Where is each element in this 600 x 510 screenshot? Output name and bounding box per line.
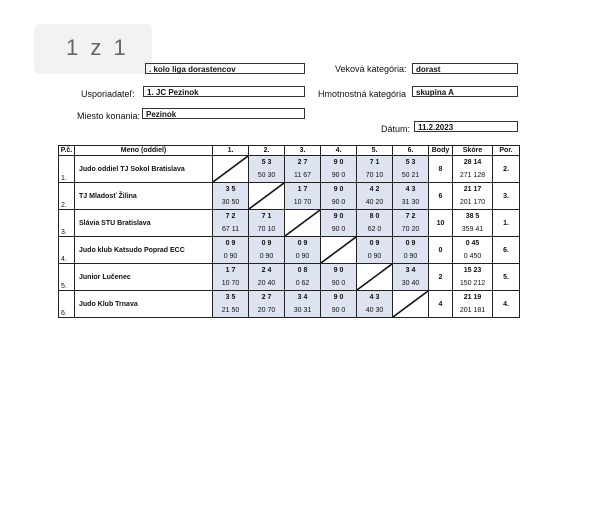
score-wins: 21 17 [463,186,482,193]
match-result-cell [249,237,285,264]
col-header: Por. [493,146,520,156]
match-result-cell [321,264,357,291]
match-wins: 5 3 [261,159,272,166]
match-wins: 7 2 [225,213,236,220]
match-wins: 0 9 [369,240,380,247]
match-wins: 0 9 [297,240,308,247]
table-row [59,237,520,264]
match-result-cell [321,210,357,237]
match-result-cell [357,183,393,210]
row-number: 6. [59,291,75,318]
organizer-field: 1. JC Pezinok [143,86,305,97]
match-result-cell [357,237,393,264]
page-counter-badge [34,24,152,74]
table-row [59,210,520,237]
rank: 2. [493,156,520,183]
table-row [59,291,520,318]
match-result-cell [249,264,285,291]
score-points: 201 170 [459,199,486,206]
match-wins: 0 8 [297,267,308,274]
match-points: 31 30 [401,199,420,206]
diagonal-slash [213,156,248,182]
match-result-cell [321,156,357,183]
match-points: 30 31 [293,307,312,314]
match-points: 70 20 [401,226,420,233]
match-points: 70 10 [365,172,384,179]
row-number: 1. [59,156,75,183]
col-header: Meno (oddiel) [75,146,213,156]
rank: 6. [493,237,520,264]
table-row [59,156,520,183]
points-total: 10 [429,210,453,237]
col-header: 1. [213,146,249,156]
match-wins: 1 7 [297,186,308,193]
match-points: 0 62 [295,280,310,287]
weight-category-field: skupina A [412,86,518,97]
match-wins: 5 3 [405,159,416,166]
match-points: 62 0 [367,226,382,233]
match-result-cell [285,237,321,264]
score-cell [453,264,493,291]
match-points: 40 30 [365,307,384,314]
match-points: 90 0 [331,280,346,287]
age-category-label: Veková kategória: [335,64,407,74]
date-field: 11.2.2023 [414,121,518,132]
match-points: 40 20 [365,199,384,206]
match-result-cell [393,237,429,264]
points-total: 8 [429,156,453,183]
match-wins: 7 1 [261,213,272,220]
match-result-cell [285,291,321,318]
score-points: 150 212 [459,280,486,287]
score-cell [453,156,493,183]
match-result-cell [213,291,249,318]
match-wins: 4 3 [369,294,380,301]
match-result-cell [249,291,285,318]
match-result-cell [213,237,249,264]
table-row [59,264,520,291]
match-result-cell [285,183,321,210]
age-category-field: dorast [412,63,518,74]
match-points: 90 0 [331,172,346,179]
match-points: 10 70 [293,199,312,206]
match-wins: 9 0 [333,267,344,274]
score-wins: 15 23 [463,267,482,274]
match-points: 10 70 [221,280,240,287]
match-result-cell [249,210,285,237]
match-points: 90 0 [331,307,346,314]
match-result-cell [393,264,429,291]
match-result-cell [393,183,429,210]
match-result-cell [213,210,249,237]
team-name: Judo klub Katsudo Poprad ECC [75,237,213,264]
venue-label: Miesto konania: [77,111,141,121]
row-number: 4. [59,237,75,264]
col-header: 6. [393,146,429,156]
team-name: TJ Mladosť Žilina [75,183,213,210]
match-points: 50 30 [257,172,276,179]
rank: 4. [493,291,520,318]
date-label: Dátum: [381,124,411,134]
match-points: 30 50 [221,199,240,206]
results-table [58,145,520,318]
col-header: 2. [249,146,285,156]
col-header: P.č. [59,146,75,156]
team-name: Judo Klub Trnava [75,291,213,318]
match-points: 50 21 [401,172,420,179]
match-result-cell [285,156,321,183]
match-wins: 0 9 [225,240,236,247]
match-wins: 0 9 [405,240,416,247]
team-name: Slávia STU Bratislava [75,210,213,237]
points-total: 4 [429,291,453,318]
match-result-cell [213,264,249,291]
match-result-cell [321,291,357,318]
rank: 1. [493,210,520,237]
diagonal-slash [285,210,320,236]
row-number: 3. [59,210,75,237]
match-result-cell [393,156,429,183]
match-wins: 9 0 [333,159,344,166]
self-match-cell [393,291,429,318]
match-wins: 9 0 [333,186,344,193]
results-body [59,156,520,318]
table-header-row [59,146,520,156]
self-match-cell [357,264,393,291]
match-wins: 9 0 [333,294,344,301]
match-wins: 3 4 [297,294,308,301]
match-wins: 7 2 [405,213,416,220]
match-points: 11 67 [294,172,311,179]
row-number: 2. [59,183,75,210]
venue-field: Pezinok [142,108,305,119]
match-points: 30 40 [401,280,420,287]
self-match-cell [249,183,285,210]
score-points: 359 41 [461,226,484,233]
self-match-cell [321,237,357,264]
match-points: 90 0 [331,226,346,233]
match-points: 0 90 [259,253,274,260]
match-points: 20 70 [257,307,276,314]
weight-category-label: Hmotnostná kategória [318,89,407,99]
match-wins: 9 0 [333,213,344,220]
league-field: . kolo liga dorastencov [145,63,305,74]
self-match-cell [213,156,249,183]
match-wins: 4 2 [369,186,380,193]
score-points: 201 181 [459,307,486,314]
match-points: 70 10 [257,226,276,233]
table-row [59,183,520,210]
col-header: 4. [321,146,357,156]
col-header: Skóre [453,146,493,156]
diagonal-slash [321,237,356,263]
score-cell [453,291,493,318]
team-name: Junior Lučenec [75,264,213,291]
score-cell [453,210,493,237]
col-header: 3. [285,146,321,156]
match-wins: 3 5 [225,186,236,193]
score-cell [453,237,493,264]
score-points: 0 450 [463,253,482,260]
row-number: 5. [59,264,75,291]
rank: 3. [493,183,520,210]
diagonal-slash [393,291,428,317]
score-wins: 0 45 [465,240,480,247]
match-points: 0 90 [223,253,238,260]
match-result-cell [357,156,393,183]
match-points: 0 90 [295,253,310,260]
match-wins: 3 5 [225,294,236,301]
match-wins: 4 3 [405,186,416,193]
match-result-cell [285,264,321,291]
match-points: 20 40 [257,280,276,287]
diagonal-slash [249,183,284,209]
match-result-cell [213,183,249,210]
diagonal-slash [357,264,392,290]
match-wins: 2 7 [297,159,308,166]
match-points: 90 0 [331,199,346,206]
match-result-cell [249,156,285,183]
score-cell [453,183,493,210]
page-counter-text: 1 z 1 [66,35,129,60]
match-result-cell [357,291,393,318]
match-result-cell [357,210,393,237]
points-total: 6 [429,183,453,210]
match-wins: 7 1 [369,159,380,166]
team-name: Judo oddiel TJ Sokol Bratislava [75,156,213,183]
match-wins: 8 0 [369,213,380,220]
match-result-cell [393,210,429,237]
score-wins: 28 14 [463,159,482,166]
match-points: 0 90 [367,253,382,260]
score-wins: 38 5 [465,213,480,220]
match-wins: 0 9 [261,240,272,247]
points-total: 0 [429,237,453,264]
self-match-cell [285,210,321,237]
match-wins: 3 4 [405,267,416,274]
score-wins: 21 19 [463,294,482,301]
match-wins: 2 7 [261,294,272,301]
rank: 5. [493,264,520,291]
organizer-label: Usporiadateľ: [81,89,135,99]
match-points: 67 11 [222,226,239,233]
match-wins: 1 7 [225,267,236,274]
points-total: 2 [429,264,453,291]
score-points: 271 128 [459,172,486,179]
col-header: Body [429,146,453,156]
col-header: 5. [357,146,393,156]
match-result-cell [321,183,357,210]
match-points: 21 50 [221,307,240,314]
match-points: 0 90 [403,253,418,260]
match-wins: 2 4 [261,267,272,274]
